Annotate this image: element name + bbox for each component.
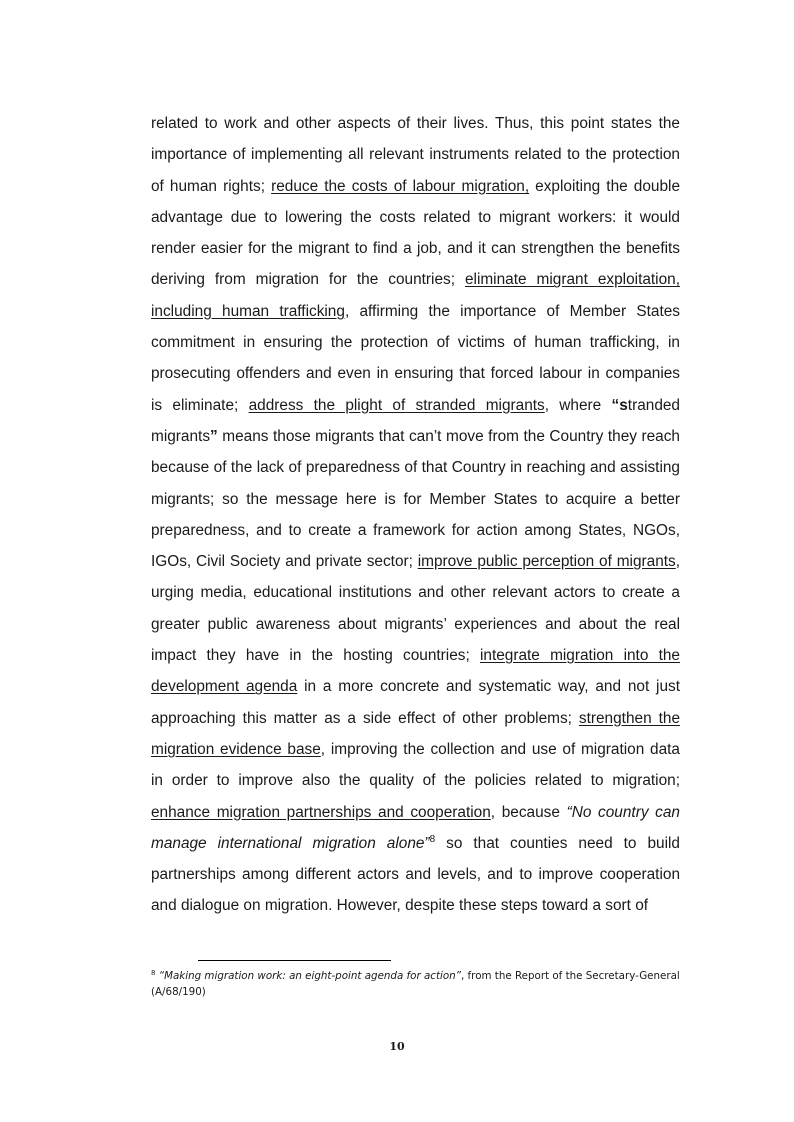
body-text-segment: so that counties need to build partnerships among different actors and levels, and to improve cooperation and dialogue on migration. However, despite these steps toward a sort of — [151, 834, 680, 915]
body-text-segment: exploiting the double advantage due to lowering the costs related to migrant workers: it would render easier for the migrant to find a job, and it can strengthen the benefits deriving from migration for the countries; — [151, 177, 680, 289]
footnote-title: “Making migration work: an eight-point agenda for action” — [158, 970, 462, 982]
agenda-point-development-agenda: integrate migration into the development agenda — [151, 647, 680, 696]
body-text-segment: , improving the collection and use of migration data in order to improve also the quality of the policies related to migration; — [151, 740, 680, 790]
footnote-marker: 8 — [151, 969, 156, 977]
body-text-segment: means those migrants that can’t move from the Country they reach because of the lack of preparedness of that Country in reaching and assisting migrants; so the message here is for Member States to acquire a better preparedness, and to create a framework for action among States, NGOs, IGOs, Civil Society and private sector; — [151, 427, 680, 571]
agenda-point-stranded-migrants: address the plight of stranded migrants — [248, 396, 545, 414]
footnote-source: , from the Report of the Secretary-General (A/68/190) — [151, 970, 680, 998]
body-text-segment: related to work and other aspects of their lives. Thus, this point states the importance of implementing all relevant instruments related to the protection of human rights; — [151, 115, 680, 195]
body-text-segment: , urging media, educational institutions and other relevant actors to create a greater public awareness about migrants’ experiences and about the real impact they have in the hosting countries; — [151, 553, 681, 665]
agenda-point-public-perception: improve public perception of migrants — [417, 553, 676, 571]
body-text-segment: , affirming the importance of Member States commitment in ensuring the protection of victims of human trafficking, in prosecuting offenders and even in ensuring that forced labour in companies is eliminate; — [151, 302, 680, 414]
page-number: 10 — [389, 1040, 405, 1053]
agenda-point-exploitation: eliminate migrant exploitation, including human trafficking — [151, 271, 680, 320]
body-text-segment: , because — [490, 803, 567, 821]
bold-quote-open: “s — [611, 396, 628, 414]
agenda-point-evidence-base: strengthen the migration evidence base — [151, 709, 681, 758]
agenda-point-partnerships: enhance migration partnerships and cooperation — [151, 803, 491, 821]
body-text-segment: , where — [544, 396, 612, 414]
body-text-segment: tranded migrants — [151, 396, 680, 445]
footnote — [151, 968, 680, 1000]
body-text-segment: in a more concrete and systematic way, and not just approaching this matter as a side effect of other problems; — [151, 678, 681, 727]
footnote-reference: 8 — [429, 833, 436, 845]
footnote-separator — [198, 960, 391, 961]
body-paragraph — [151, 108, 680, 922]
agenda-point-labour-costs: reduce the costs of labour migration, — [271, 177, 530, 195]
italic-quote: “No country can manage international migration alone” — [151, 803, 680, 852]
bold-quote-close: ” — [210, 427, 218, 445]
